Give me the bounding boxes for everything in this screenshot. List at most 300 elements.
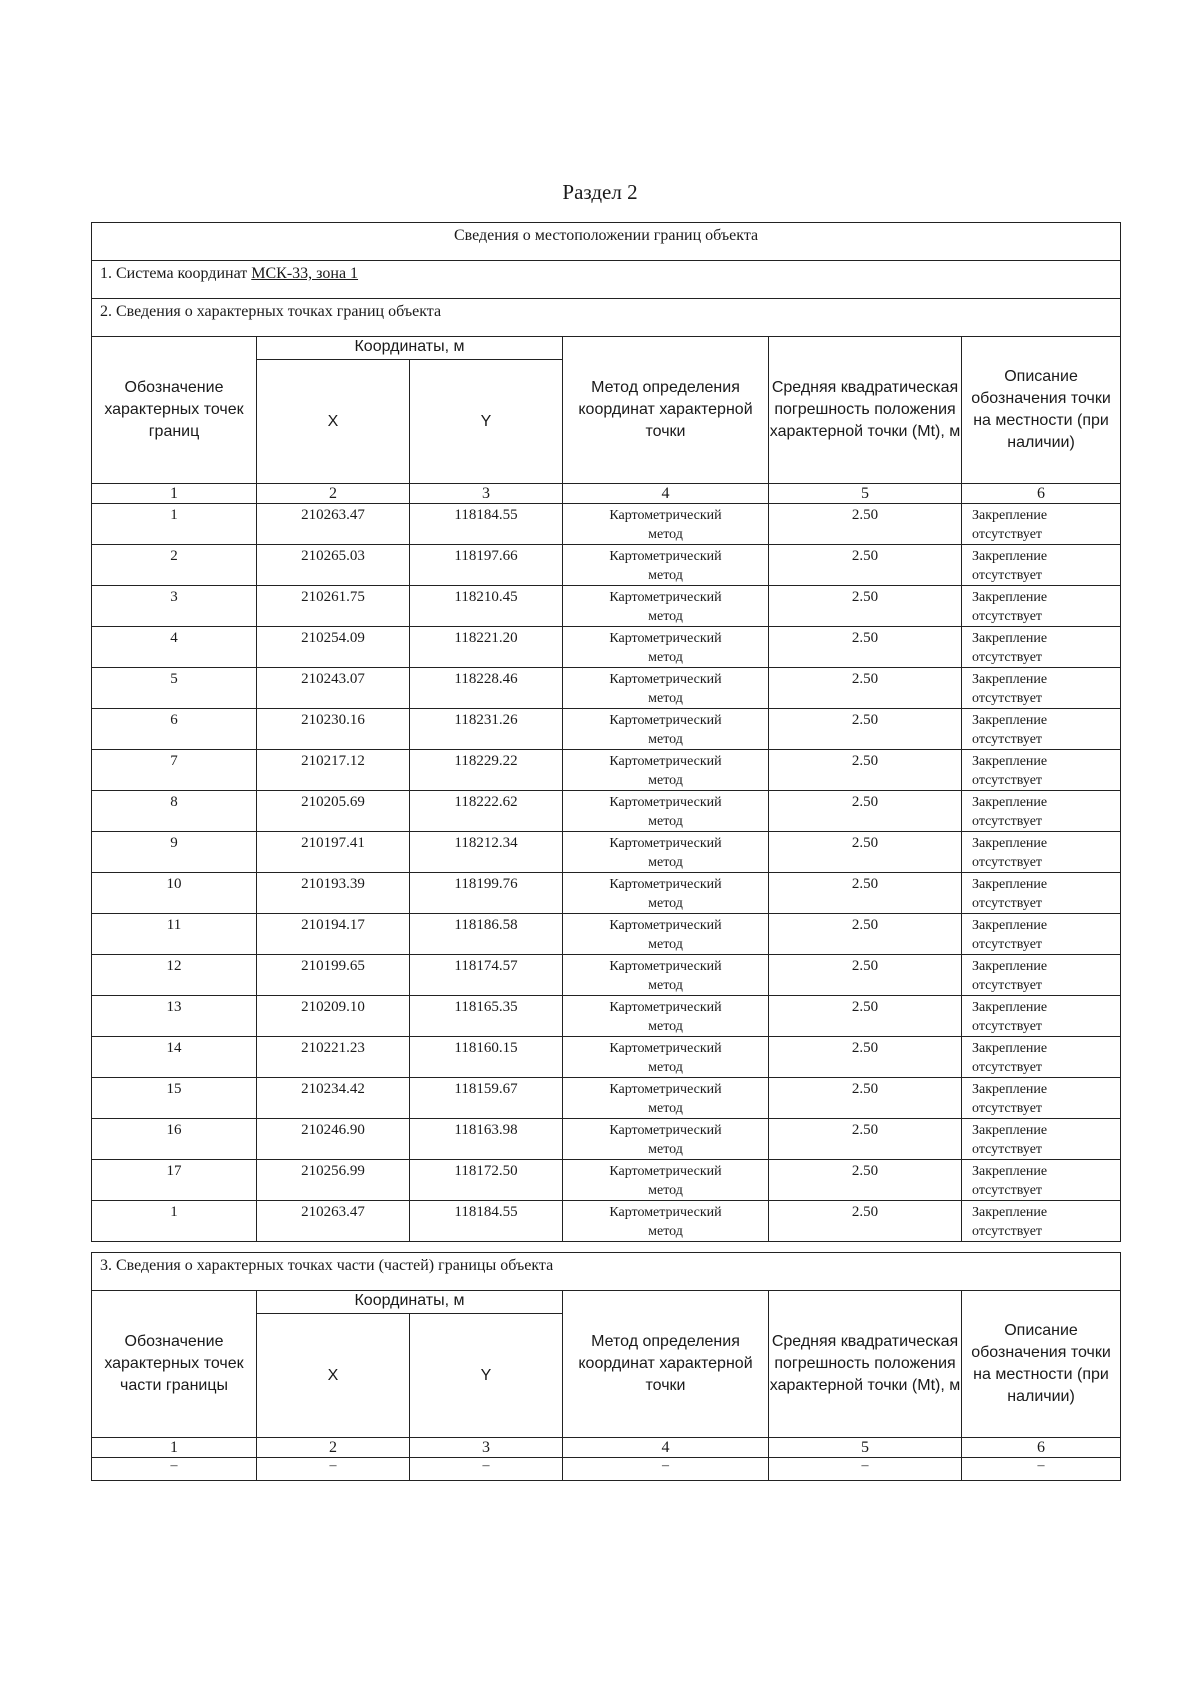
method-line-1: Картометрический: [609, 672, 722, 687]
x-coordinate: [257, 1119, 410, 1160]
header-method: Метод определения координат характерной точки: [563, 337, 769, 484]
error-value: [769, 996, 962, 1037]
column-number: 2: [257, 1438, 410, 1458]
point-number-text: 15: [166, 1081, 182, 1097]
description-line-1: Закрепление: [972, 508, 1048, 523]
column-number: 3: [410, 1438, 563, 1458]
error-value-text: 2.50: [851, 835, 879, 851]
y-coordinate: [410, 668, 563, 709]
method-line-1: Картометрический: [609, 1164, 722, 1179]
y-coordinate-text: 118212.34: [454, 835, 518, 851]
description: [962, 586, 1121, 627]
table-row: [92, 1078, 1121, 1119]
column-number: 1: [92, 1438, 257, 1458]
x-coordinate-text: 210254.09: [301, 630, 365, 646]
y-coordinate-text: 118231.26: [454, 712, 518, 728]
description: [962, 1119, 1121, 1160]
description-line-1: Закрепление: [972, 959, 1048, 974]
point-number-text: 3: [170, 589, 178, 605]
method: [563, 545, 769, 586]
y-coordinate-text: 118199.76: [454, 876, 518, 892]
error-value: [769, 1037, 962, 1078]
description-line-2: отсутствует: [972, 773, 1043, 788]
header-description: Описание обозначения точки на местности (при наличии): [962, 337, 1121, 484]
y-coordinate: [410, 832, 563, 873]
method-line-2: метод: [648, 1183, 683, 1198]
method-line-1: Картометрический: [609, 959, 722, 974]
y-coordinate-text: 118186.58: [454, 917, 518, 933]
x-coordinate-text: 210265.03: [301, 548, 365, 564]
x-coordinate: [257, 504, 410, 545]
error-value-text: 2.50: [851, 917, 879, 933]
column-number: 5: [769, 1438, 962, 1458]
error-value: [769, 627, 962, 668]
table-row: [92, 504, 1121, 545]
point-number: [92, 873, 257, 914]
y-coordinate-text: 118210.45: [454, 589, 518, 605]
method: [563, 1078, 769, 1119]
point-number-text: 10: [166, 876, 182, 892]
error-value: [769, 504, 962, 545]
x-coordinate-text: 210193.39: [301, 876, 365, 892]
table-row: [92, 545, 1121, 586]
description-line-2: отсутствует: [972, 1183, 1043, 1198]
y-coordinate: [410, 996, 563, 1037]
error-value: [769, 586, 962, 627]
method-line-2: метод: [648, 1101, 683, 1116]
point-number: [92, 586, 257, 627]
x-coordinate-text: 210209.10: [301, 999, 365, 1015]
column-numbers-row: [92, 484, 1121, 504]
description-line-2: отсутствует: [972, 1060, 1043, 1075]
description-line-2: отсутствует: [972, 650, 1043, 665]
empty-cell: –: [563, 1458, 769, 1481]
method-line-2: метод: [648, 773, 683, 788]
x-coordinate: [257, 1037, 410, 1078]
error-value-text: 2.50: [851, 1122, 879, 1138]
point-number-text: 11: [166, 917, 182, 933]
section-2-title: 2. Сведения о характерных точках границ объекта: [92, 299, 1121, 337]
description-line-1: Закрепление: [972, 1082, 1048, 1097]
method-line-2: метод: [648, 978, 683, 993]
part-empty-row: [92, 1458, 1121, 1481]
x-coordinate: [257, 750, 410, 791]
method-line-1: Картометрический: [609, 590, 722, 605]
method-line-1: Картометрический: [609, 1041, 722, 1056]
description-line-1: Закрепление: [972, 590, 1048, 605]
x-coordinate-text: 210221.23: [301, 1040, 365, 1056]
description-line-2: отсутствует: [972, 691, 1043, 706]
description: [962, 996, 1121, 1037]
description-line-2: отсутствует: [972, 937, 1043, 952]
column-number: 4: [563, 1438, 769, 1458]
y-coordinate: [410, 873, 563, 914]
error-value-text: 2.50: [851, 794, 879, 810]
table-row: [92, 832, 1121, 873]
error-value: [769, 1160, 962, 1201]
coordinate-system-label: 1. Система координат: [100, 265, 248, 282]
error-value-text: 2.50: [851, 507, 879, 523]
table-row: [92, 1119, 1121, 1160]
description: [962, 750, 1121, 791]
description-line-1: Закрепление: [972, 754, 1048, 769]
x-coordinate-text: 210263.47: [301, 507, 365, 523]
point-number: [92, 1078, 257, 1119]
error-value-text: 2.50: [851, 1163, 879, 1179]
y-coordinate: [410, 586, 563, 627]
x-coordinate-text: 210234.42: [301, 1081, 365, 1097]
point-number: [92, 709, 257, 750]
description: [962, 832, 1121, 873]
description-line-2: отсутствует: [972, 1142, 1043, 1157]
boundary-points-table: [91, 222, 1121, 1242]
method-line-2: метод: [648, 609, 683, 624]
method: [563, 750, 769, 791]
x-coordinate-text: 210194.17: [301, 917, 365, 933]
method-line-2: метод: [648, 1224, 683, 1239]
section-3-title: 3. Сведения о характерных точках части (частей) границы объекта: [92, 1253, 1121, 1291]
description-line-1: Закрепление: [972, 549, 1048, 564]
description: [962, 873, 1121, 914]
point-number-text: 7: [170, 753, 178, 769]
error-value-text: 2.50: [851, 1081, 879, 1097]
empty-cell: –: [962, 1458, 1121, 1481]
error-value: [769, 832, 962, 873]
method: [563, 914, 769, 955]
method: [563, 873, 769, 914]
y-coordinate: [410, 627, 563, 668]
point-number: [92, 1037, 257, 1078]
point-number: [92, 914, 257, 955]
description-line-2: отсутствует: [972, 1224, 1043, 1239]
column-number: 4: [563, 484, 769, 504]
column-number: 2: [257, 484, 410, 504]
method-line-1: Картометрический: [609, 1000, 722, 1015]
y-coordinate-text: 118222.62: [454, 794, 518, 810]
point-number-text: 2: [170, 548, 178, 564]
error-value-text: 2.50: [851, 1040, 879, 1056]
header-x: X: [257, 1314, 410, 1438]
description-line-1: Закрепление: [972, 836, 1048, 851]
error-value-text: 2.50: [851, 548, 879, 564]
table-row: [92, 627, 1121, 668]
y-coordinate: [410, 914, 563, 955]
method-line-2: метод: [648, 896, 683, 911]
part-boundary-points-table: [91, 1252, 1121, 1481]
description-line-1: Закрепление: [972, 1041, 1048, 1056]
description-line-1: Закрепление: [972, 631, 1048, 646]
x-coordinate-text: 210246.90: [301, 1122, 365, 1138]
y-coordinate-text: 118221.20: [454, 630, 518, 646]
y-coordinate-text: 118197.66: [454, 548, 518, 564]
table-row: [92, 955, 1121, 996]
y-coordinate: [410, 1037, 563, 1078]
point-number-text: 14: [166, 1040, 182, 1056]
description-line-2: отсутствует: [972, 568, 1043, 583]
description-line-2: отсутствует: [972, 732, 1043, 747]
method-line-2: метод: [648, 691, 683, 706]
error-value-text: 2.50: [851, 876, 879, 892]
description-line-1: Закрепление: [972, 1205, 1048, 1220]
y-coordinate: [410, 955, 563, 996]
y-coordinate-text: 118184.55: [454, 507, 518, 523]
method: [563, 1119, 769, 1160]
point-number: [92, 1201, 257, 1242]
point-number: [92, 668, 257, 709]
y-coordinate-text: 118228.46: [454, 671, 518, 687]
header-point-designation-part: Обозначение характерных точек части границы: [92, 1291, 257, 1438]
error-value-text: 2.50: [851, 630, 879, 646]
point-number-text: 17: [166, 1163, 182, 1179]
y-coordinate-text: 118163.98: [454, 1122, 518, 1138]
description: [962, 504, 1121, 545]
description: [962, 791, 1121, 832]
coordinate-system-row: [92, 261, 1121, 299]
error-value: [769, 545, 962, 586]
header-error: Средняя квадратическая погрешность положения характерной точки (Mt), м: [769, 337, 962, 484]
error-value-text: 2.50: [851, 671, 879, 687]
method: [563, 1037, 769, 1078]
point-number: [92, 504, 257, 545]
description: [962, 914, 1121, 955]
x-coordinate-text: 210197.41: [301, 835, 365, 851]
point-number: [92, 545, 257, 586]
description: [962, 545, 1121, 586]
description-line-1: Закрепление: [972, 1000, 1048, 1015]
table-row: [92, 709, 1121, 750]
header-y: Y: [410, 360, 563, 484]
point-number-text: 13: [166, 999, 182, 1015]
x-coordinate-text: 210199.65: [301, 958, 365, 974]
y-coordinate-text: 118174.57: [454, 958, 518, 974]
x-coordinate-text: 210263.47: [301, 1204, 365, 1220]
description-line-2: отсутствует: [972, 855, 1043, 870]
description-line-1: Закрепление: [972, 918, 1048, 933]
description-line-2: отсутствует: [972, 1101, 1043, 1116]
point-number: [92, 832, 257, 873]
x-coordinate-text: 210261.75: [301, 589, 365, 605]
table-row: [92, 750, 1121, 791]
error-value-text: 2.50: [851, 958, 879, 974]
y-coordinate-text: 118172.50: [454, 1163, 518, 1179]
method-line-2: метод: [648, 650, 683, 665]
x-coordinate-text: 210217.12: [301, 753, 365, 769]
header-coordinates: Координаты, м: [257, 1291, 563, 1314]
table-row: [92, 1160, 1121, 1201]
x-coordinate: [257, 1160, 410, 1201]
description-line-1: Закрепление: [972, 795, 1048, 810]
description-line-1: Закрепление: [972, 877, 1048, 892]
header-y: Y: [410, 1314, 563, 1438]
error-value: [769, 1201, 962, 1242]
method-line-1: Картометрический: [609, 1082, 722, 1097]
method-line-2: метод: [648, 527, 683, 542]
error-value: [769, 873, 962, 914]
method: [563, 1160, 769, 1201]
method-line-1: Картометрический: [609, 836, 722, 851]
method-line-1: Картометрический: [609, 877, 722, 892]
point-number: [92, 750, 257, 791]
error-value: [769, 709, 962, 750]
point-number: [92, 627, 257, 668]
error-value-text: 2.50: [851, 712, 879, 728]
point-number-text: 6: [170, 712, 178, 728]
point-number-text: 4: [170, 630, 178, 646]
x-coordinate: [257, 791, 410, 832]
method-line-1: Картометрический: [609, 1123, 722, 1138]
description-line-2: отсутствует: [972, 609, 1043, 624]
x-coordinate: [257, 996, 410, 1037]
method-line-2: метод: [648, 1142, 683, 1157]
point-number: [92, 1119, 257, 1160]
point-number-text: 1: [170, 1204, 178, 1220]
method: [563, 791, 769, 832]
column-number: 6: [962, 1438, 1121, 1458]
table-row: [92, 1201, 1121, 1242]
y-coordinate: [410, 709, 563, 750]
method: [563, 709, 769, 750]
method-line-2: метод: [648, 937, 683, 952]
error-value: [769, 1119, 962, 1160]
description-line-2: отсутствует: [972, 896, 1043, 911]
empty-cell: –: [92, 1458, 257, 1481]
error-value: [769, 750, 962, 791]
x-coordinate: [257, 1078, 410, 1119]
table-row: [92, 873, 1121, 914]
x-coordinate: [257, 914, 410, 955]
y-coordinate-text: 118160.15: [454, 1040, 518, 1056]
point-number: [92, 955, 257, 996]
table-row: [92, 996, 1121, 1037]
point-number: [92, 1160, 257, 1201]
x-coordinate-text: 210243.07: [301, 671, 365, 687]
error-value: [769, 668, 962, 709]
method-line-1: Картометрический: [609, 631, 722, 646]
table-row: [92, 914, 1121, 955]
table-row: [92, 668, 1121, 709]
x-coordinate: [257, 545, 410, 586]
header-method: Метод определения координат характерной точки: [563, 1291, 769, 1438]
y-coordinate-text: 118229.22: [454, 753, 518, 769]
description: [962, 1201, 1121, 1242]
x-coordinate: [257, 873, 410, 914]
y-coordinate: [410, 1201, 563, 1242]
description: [962, 709, 1121, 750]
x-coordinate: [257, 1201, 410, 1242]
coordinate-system-value: МСК-33, зона 1: [251, 265, 359, 282]
column-number: 3: [410, 484, 563, 504]
description: [962, 955, 1121, 996]
y-coordinate: [410, 750, 563, 791]
method: [563, 832, 769, 873]
method-line-1: Картометрический: [609, 795, 722, 810]
column-numbers-row: [92, 1438, 1121, 1458]
method: [563, 1201, 769, 1242]
method-line-1: Картометрический: [609, 754, 722, 769]
point-number-text: 9: [170, 835, 178, 851]
description-line-2: отсутствует: [972, 978, 1043, 993]
method-line-1: Картометрический: [609, 918, 722, 933]
method: [563, 627, 769, 668]
method-line-2: метод: [648, 568, 683, 583]
description-line-1: Закрепление: [972, 713, 1048, 728]
point-number-text: 16: [166, 1122, 182, 1138]
method: [563, 586, 769, 627]
method: [563, 668, 769, 709]
point-number: [92, 791, 257, 832]
description-line-2: отсутствует: [972, 1019, 1043, 1034]
page-title: Раздел 2: [562, 180, 638, 204]
column-number: 1: [92, 484, 257, 504]
header-x: X: [257, 360, 410, 484]
empty-cell: –: [769, 1458, 962, 1481]
error-value: [769, 914, 962, 955]
point-number-text: 5: [170, 671, 178, 687]
table-title: Сведения о местоположении границ объекта: [92, 223, 1121, 261]
header-description: Описание обозначения точки на местности (при наличии): [962, 1291, 1121, 1438]
description: [962, 1078, 1121, 1119]
table-row: [92, 791, 1121, 832]
error-value-text: 2.50: [851, 589, 879, 605]
error-value-text: 2.50: [851, 753, 879, 769]
header-error: Средняя квадратическая погрешность положения характерной точки (Mt), м: [769, 1291, 962, 1438]
method-line-1: Картометрический: [609, 508, 722, 523]
y-coordinate: [410, 1078, 563, 1119]
method-line-2: метод: [648, 1060, 683, 1075]
table-row: [92, 1037, 1121, 1078]
x-coordinate: [257, 668, 410, 709]
error-value: [769, 1078, 962, 1119]
empty-cell: –: [410, 1458, 563, 1481]
method: [563, 996, 769, 1037]
y-coordinate-text: 118165.35: [454, 999, 518, 1015]
error-value-text: 2.50: [851, 1204, 879, 1220]
description-line-1: Закрепление: [972, 1123, 1048, 1138]
method-line-1: Картометрический: [609, 549, 722, 564]
method-line-1: Картометрический: [609, 1205, 722, 1220]
empty-cell: –: [257, 1458, 410, 1481]
x-coordinate: [257, 709, 410, 750]
method-line-2: метод: [648, 1019, 683, 1034]
method-line-1: Картометрический: [609, 713, 722, 728]
y-coordinate: [410, 791, 563, 832]
point-number-text: 8: [170, 794, 178, 810]
method-line-2: метод: [648, 814, 683, 829]
y-coordinate: [410, 1160, 563, 1201]
y-coordinate-text: 118159.67: [454, 1081, 518, 1097]
x-coordinate: [257, 955, 410, 996]
method: [563, 504, 769, 545]
method: [563, 955, 769, 996]
x-coordinate: [257, 627, 410, 668]
x-coordinate-text: 210230.16: [301, 712, 365, 728]
column-number: 6: [962, 484, 1121, 504]
x-coordinate: [257, 586, 410, 627]
description: [962, 1160, 1121, 1201]
error-value-text: 2.50: [851, 999, 879, 1015]
description-line-2: отсутствует: [972, 814, 1043, 829]
point-number: [92, 996, 257, 1037]
header-coordinates: Координаты, м: [257, 337, 563, 360]
y-coordinate: [410, 504, 563, 545]
table-row: [92, 586, 1121, 627]
method-line-2: метод: [648, 855, 683, 870]
x-coordinate: [257, 832, 410, 873]
description: [962, 627, 1121, 668]
y-coordinate: [410, 545, 563, 586]
x-coordinate-text: 210205.69: [301, 794, 365, 810]
description: [962, 668, 1121, 709]
